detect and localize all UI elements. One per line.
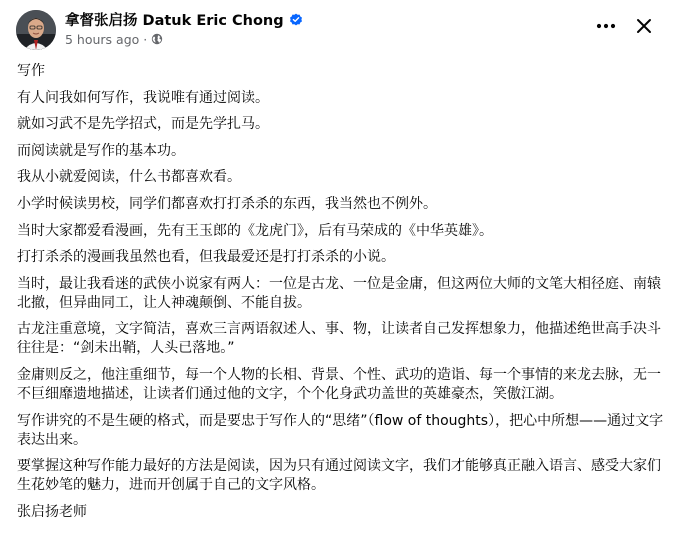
post-paragraph: 古龙注重意境，文字简洁，喜欢三言两语叙述人、事、物，让读者自己发挥想象力，他描述绝世高手决斗往往是：“剑未出鞘，人头已落地。” [17, 321, 661, 357]
author-row [65, 10, 303, 28]
globe-icon[interactable] [151, 33, 163, 45]
author-name[interactable]: 拿督张启扬 Datuk Eric Chong [65, 12, 284, 29]
verified-badge-icon [289, 12, 303, 26]
post-paragraph: 我从小就爱阅读，什么书都喜欢看。 [17, 169, 241, 186]
post-paragraph: 而阅读就是写作的基本功。 [17, 142, 185, 159]
more-horizontal-icon [596, 23, 616, 29]
post-text [17, 62, 667, 529]
post-meta [65, 31, 163, 47]
avatar-image [16, 10, 56, 50]
post-paragraph: 张启扬老师 [17, 503, 87, 520]
post-paragraph: 当时，最让我看迷的武侠小说家有两人：一位是古龙、一位是金庸，但这两位大师的文笔大相径庭、南辕北撤，但异曲同工，让人神魂颠倒、不能自拔。 [17, 275, 661, 311]
more-options-button[interactable] [590, 14, 622, 38]
close-icon [636, 18, 652, 34]
post-paragraph: 有人问我如何写作，我说唯有通过阅读。 [17, 89, 269, 106]
post-paragraph: 打打杀杀的漫画我虽然也看，但我最爱还是打打杀杀的小说。 [17, 249, 395, 266]
post-header [16, 10, 664, 50]
post-paragraph: 写作讲究的不是生硬的格式，而是要忠于写作人的“思绪”（flow of thoughts），把心中所想——通过文字表达出来。 [17, 412, 664, 448]
post-paragraph: 小学时候读男校，同学们都喜欢打打杀杀的东西，我当然也不例外。 [17, 195, 437, 212]
post-paragraph: 就如习武不是先学招式，而是先学扎马。 [17, 116, 269, 133]
post-timestamp[interactable]: 5 hours ago [65, 31, 140, 47]
avatar[interactable] [16, 10, 56, 50]
post-paragraph: 当时大家都爱看漫画，先有王玉郎的《龙虎门》，后有马荣成的《中华英雄》。 [17, 222, 493, 239]
post-paragraph: 要掌握这种写作能力最好的方法是阅读，因为只有通过阅读文字，我们才能够真正融入语言、感受大家们生花妙笔的魅力，进而开创属于自己的文字风格。 [17, 458, 661, 494]
meta-separator: · [143, 31, 148, 47]
post-paragraph: 金庸则反之，他注重细节，每一个人物的长相、背景、个性、武功的造诣、每一个事情的来龙去脉，无一不巨细靡遗地描述，让读者们通过他的文字，个个化身武功盖世的英雄豪杰，笑傲江湖。 [17, 366, 661, 402]
close-button[interactable] [630, 12, 658, 40]
post-paragraph: 写作 [17, 63, 45, 79]
